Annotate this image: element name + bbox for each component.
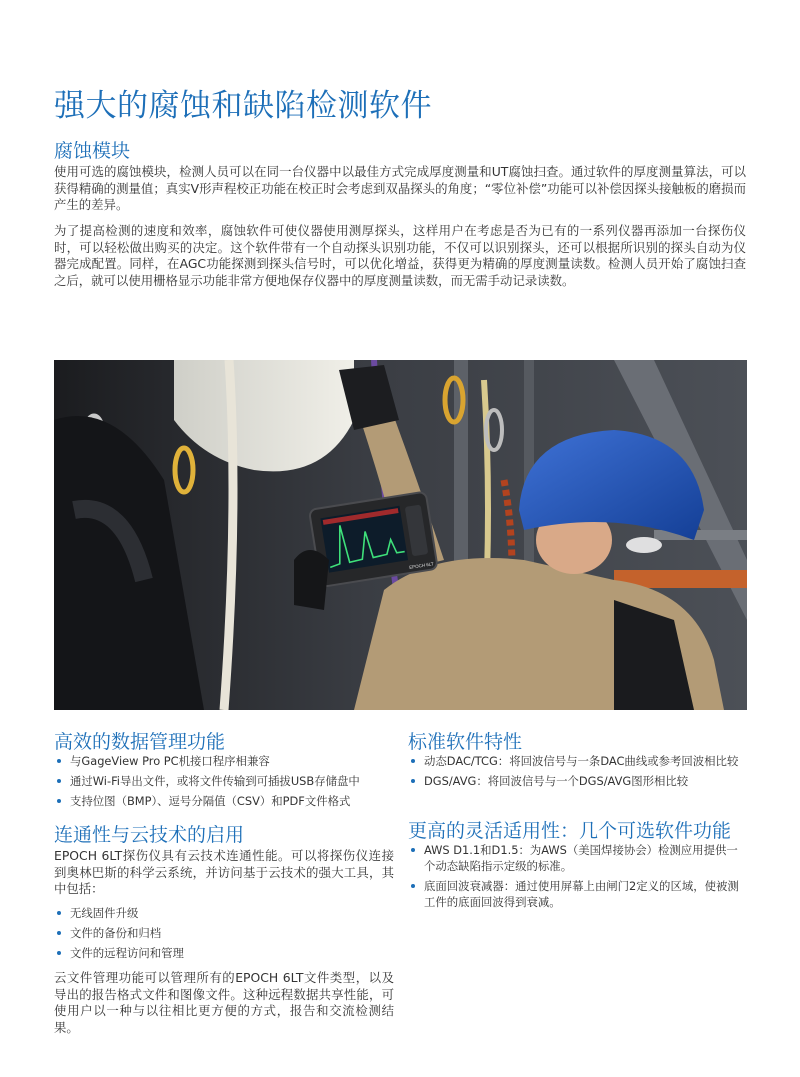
list-item: 无线固件升级: [54, 905, 394, 921]
list-item: 文件的远程访问和管理: [54, 945, 394, 961]
bullet-icon: [57, 779, 61, 783]
corrosion-paragraph-2: 为了提高检测的速度和效率，腐蚀软件可使仪器使用测厚探头，这样用户在考虑是否为已有的一系列仪器再添加一台探伤仪时，可以轻松做出购买的决定。这个软件带有一个自动探头识别功能，不仅可以识别探头，还可以根据所识别的探头自动为仪器完成配置。同样，在AGC功能探测到探头信号时，可以优化增益，获得更为精确的厚度测量读数。检测人员开始了腐蚀扫查之后，就可以使用栅格显示功能非常方便地保存仪器中的厚度测量读数，而无需手动记录读数。: [54, 223, 746, 288]
list-item: AWS D1.1和D1.5：为AWS（美国焊接协会）检测应用提供一个动态缺陷指示定级的标准。: [408, 842, 746, 874]
bullet-icon: [57, 931, 61, 935]
list-item: 动态DAC/TCG：将回波信号与一条DAC曲线或参考回波相比较: [408, 753, 746, 769]
bullet-icon: [57, 951, 61, 955]
glove-icon: [294, 550, 329, 610]
list-item: 支持位图（BMP）、逗号分隔值（CSV）和PDF文件格式: [54, 793, 394, 809]
bullet-icon: [411, 779, 415, 783]
standard-features-list: [408, 753, 746, 793]
helmet-lamp: [626, 537, 662, 553]
corrosion-module-heading: 腐蚀模块: [54, 140, 131, 162]
list-item: 通过Wi-Fi导出文件，或将文件传输到可插拔USB存储盘中: [54, 773, 394, 789]
inspector-photo: [54, 360, 747, 710]
list-item: 底面回波衰减器：通过使用屏幕上由闸门2定义的区域，使被测工件的底面回波得到衰减。: [408, 878, 746, 910]
list-item: 文件的备份和归档: [54, 925, 394, 941]
connectivity-list: [54, 905, 394, 965]
corrosion-paragraph-1: 使用可选的腐蚀模块，检测人员可以在同一台仪器中以最佳方式完成厚度测量和UT腐蚀扫查。通过软件的厚度测量算法，可以获得精确的测量值；真实V形声程校正功能在校正时会考虑到双晶探头的角度；“零位补偿”功能可以补偿因探头接触板的磨损而产生的差异。: [54, 164, 746, 212]
data-management-heading: 高效的数据管理功能: [54, 731, 226, 753]
optional-features-heading: 更高的灵活适用性：几个可选软件功能: [408, 820, 732, 842]
bullet-icon: [57, 911, 61, 915]
bullet-icon: [411, 884, 415, 888]
device-brand-label: EPOCH 6LT: [408, 561, 435, 570]
page-title: 强大的腐蚀和缺陷检测软件: [54, 88, 432, 124]
bullet-icon: [57, 759, 61, 763]
list-item: DGS/AVG：将回波信号与一个DGS/AVG图形相比较: [408, 773, 746, 789]
bullet-icon: [57, 799, 61, 803]
connectivity-intro: EPOCH 6LT探伤仪具有云技术连通性能。可以将探伤仪连接到奥林巴斯的科学云系统，并访问基于云技术的强大工具，其中包括：: [54, 848, 394, 896]
inspector-illustration: [54, 360, 747, 710]
list-item: 与GageView Pro PC机接口程序相兼容: [54, 753, 394, 769]
bullet-icon: [411, 848, 415, 852]
optional-features-list: [408, 842, 746, 914]
connectivity-outro: 云文件管理功能可以管理所有的EPOCH 6LT文件类型，以及导出的报告格式文件和图像文件。这种远程数据共享性能，可使用户以一种与以往相比更方便的方式，报告和交流检测结果。: [54, 970, 394, 1035]
data-management-list: [54, 753, 394, 813]
standard-features-heading: 标准软件特性: [408, 731, 523, 753]
bullet-icon: [411, 759, 415, 763]
connectivity-heading: 连通性与云技术的启用: [54, 824, 245, 846]
